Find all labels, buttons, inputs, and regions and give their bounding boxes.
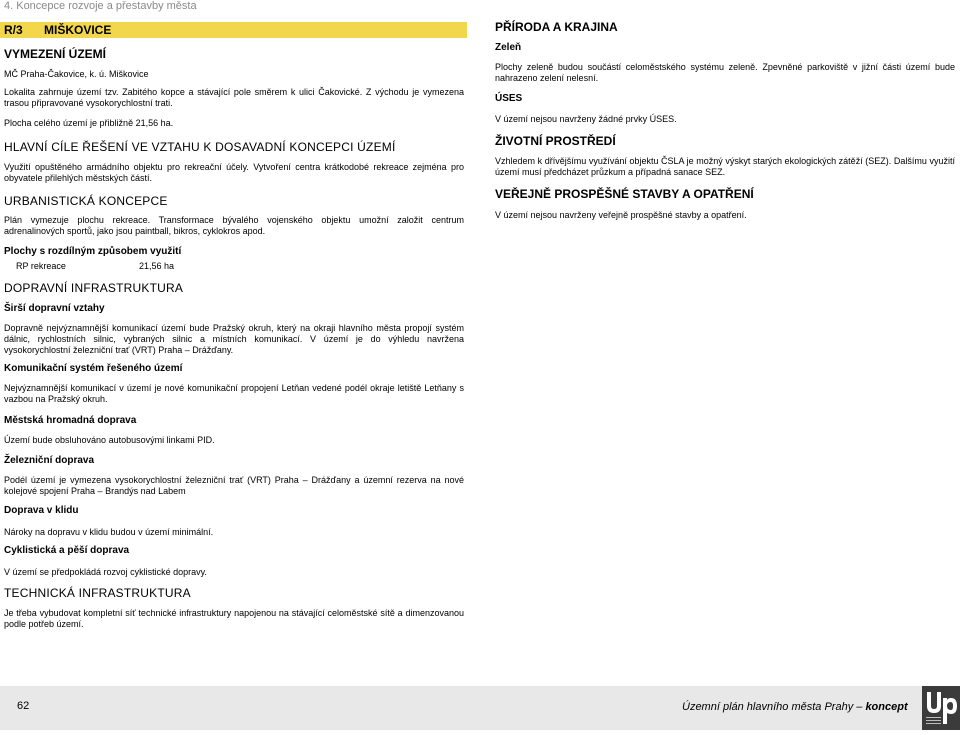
cile-paragraph: Využití opuštěného armádního objektu pro rekreační účely. Vytvoření centra krátkodobé rekreace zejména pro obyvatele přilehlých městských částí. [4,162,464,183]
plochy-row-value: 21,56 ha [139,261,175,271]
page-number: 62 [17,700,30,712]
technicka-heading: TECHNICKÁ INFRASTRUKTURA [4,586,191,600]
zelen-heading: Zeleň [495,42,522,53]
section-bar [0,22,467,38]
klid-heading: Doprava v klidu [4,505,79,516]
section-code: R/3 [4,23,23,37]
zivotni-prostredi-heading: ŽIVOTNÍ PROSTŘEDÍ [495,134,616,148]
zeleznicni-heading: Železniční doprava [4,455,95,466]
komunikacni-heading: Komunikační systém řešeného území [4,363,183,374]
mhd-heading: Městská hromadná doprava [4,415,137,426]
up-logo-icon [922,686,960,730]
sirsi-heading: Širší dopravní vztahy [4,303,105,314]
klid-paragraph: Nároky na dopravu v klidu budou v území minimální. [4,527,214,537]
footer-title-prefix: Územní plán hlavního města Prahy – [682,701,866,713]
section-title: MIŠKOVICE [44,23,112,37]
plochy-row-label: RP rekreace [16,261,66,271]
sirsi-paragraph: Dopravně nejvýznamnější komunikací území bude Pražský okruh, který na okraji hlavního města propojí systém dálnic, rychlostních silnic, vybraných silnic a místních komunikací. V území je do výhledu navržena vysokorychlostní železniční trať (VRT) Praha – Drážďany. [4,323,464,355]
komunikacni-paragraph: Nejvýznamnější komunikací v území je nové komunikační propojení Letňan vedené podél okraje letiště Letňany s vazbou na Pražský okruh. [4,383,464,404]
cyklo-paragraph: V území se předpokládá rozvoj cyklistické dopravy. [4,567,207,577]
zeleznicni-paragraph: Podél území je vymezena vysokorychlostní železniční trať (VRT) Praha – Drážďany a územní rezerva na nové kolejové spojení Praha – Brandýs nad Labem [4,475,464,496]
district-line: MČ Praha-Čakovice, k. ú. Miškovice [4,69,149,79]
zelen-paragraph: Plochy zeleně budou součástí celoměstského systému zeleně. Zpevněné parkoviště v jižní části území bude nahrazeno zelení nelesní. [495,62,955,83]
priroda-heading: PŘÍRODA A KRAJINA [495,20,618,34]
cyklo-heading: Cyklistická a pěší doprava [4,545,130,556]
lokalita-paragraph: Lokalita zahrnuje území tzv. Zabitého kopce a stávající pole směrem k ulici Čakovické. Z východu je vymezena trasou připravované vysokorychlostní trati. [4,87,464,108]
chapter-heading: 4. Koncepce rozvoje a přestavby města [4,0,197,12]
doprava-heading: DOPRAVNÍ INFRASTRUKTURA [4,281,184,295]
plochy-heading: Plochy s rozdílným způsobem využití [4,246,182,257]
vps-paragraph: V území nejsou navrženy veřejně prospěšné stavby a opatření. [495,210,747,220]
uses-heading: ÚSES [495,93,523,104]
urbanisticka-paragraph: Plán vymezuje plochu rekreace. Transformace bývalého vojenského objektu umožní založit centrum adrenalinových sportů, jako jsou paintball, bikros, cyklokros apod. [4,215,464,236]
footer-title-bold: koncept [865,701,908,713]
vps-heading: VEŘEJNĚ PROSPĚŠNÉ STAVBY A OPATŘENÍ [495,187,754,201]
uses-paragraph: V území nejsou navrženy žádné prvky ÚSES. [495,114,677,124]
zivotni-prostredi-paragraph: Vzhledem k dřívějšímu využívání objektu ČSLA je možný výskyt starých ekologických zátěží (SEZ). Dalšímu využití území musí předcházet průzkum a případná sanace SEZ. [495,156,955,177]
urbanisticka-heading: URBANISTICKÁ KONCEPCE [4,194,168,208]
footer-title [682,701,908,713]
vymezeni-heading: VYMEZENÍ ÚZEMÍ [4,47,107,61]
page-footer [0,686,960,730]
plocha-paragraph: Plocha celého území je přibližně 21,56 ha. [4,118,174,128]
mhd-paragraph: Území bude obsluhováno autobusovými linkami PID. [4,435,215,445]
up-logo [922,686,960,730]
technicka-paragraph: Je třeba vybudovat kompletní síť technické infrastruktury napojenou na stávající celoměstské sítě a dimenzovanou podle potřeb území. [4,608,464,629]
cile-heading: HLAVNÍ CÍLE ŘEŠENÍ VE VZTAHU K DOSAVADNÍ KONCEPCI ÚZEMÍ [4,140,396,154]
